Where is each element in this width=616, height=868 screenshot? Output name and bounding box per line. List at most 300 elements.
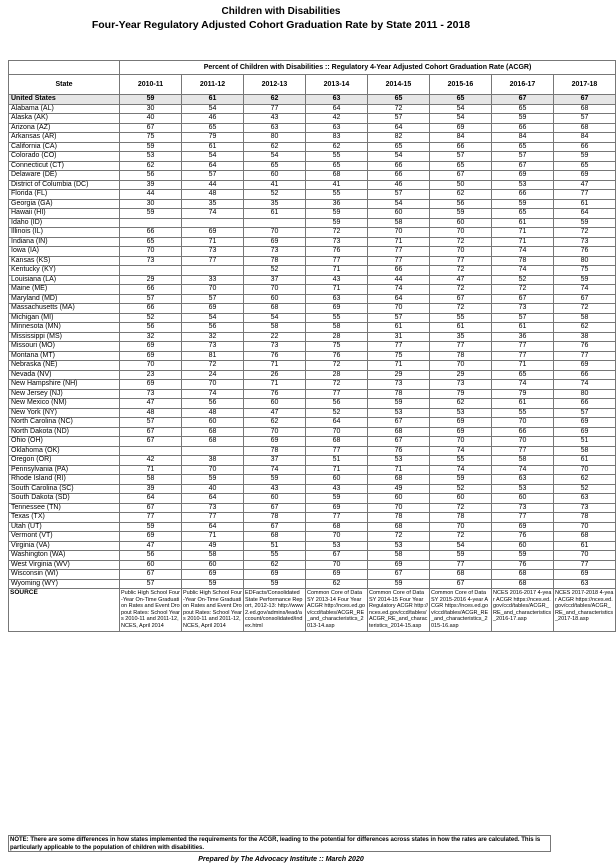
state-name-cell: Massachusetts (MA) [9,304,120,314]
rate-cell: 52 [120,313,182,323]
state-name-cell: Idaho (ID) [9,218,120,228]
table-row [9,427,616,437]
rate-cell: 69 [244,437,306,447]
rate-cell: 52 [554,484,616,494]
rate-cell: 73 [430,380,492,390]
rate-cell: 71 [492,237,554,247]
state-name-cell: Minnesota (MN) [9,323,120,333]
rate-cell: 64 [368,294,430,304]
rate-cell: 60 [120,560,182,570]
rate-cell: 57 [368,114,430,124]
rate-cell: 58 [368,551,430,561]
rate-cell: 77 [306,256,368,266]
state-name-cell: Missouri (MO) [9,342,120,352]
rate-cell: 69 [182,228,244,238]
rate-cell: 80 [244,133,306,143]
rate-cell: 66 [368,171,430,181]
rate-cell: 64 [368,123,430,133]
rate-cell: 69 [182,304,244,314]
table-row [9,266,616,276]
rate-cell: 53 [368,456,430,466]
rate-cell: 58 [306,323,368,333]
rate-cell: 70 [244,285,306,295]
rate-cell: 72 [306,361,368,371]
rate-cell: 70 [368,304,430,314]
table-row [9,294,616,304]
rate-cell: 44 [120,190,182,200]
rate-cell: 69 [182,570,244,580]
rate-cell: 54 [244,313,306,323]
state-name-cell: Pennsylvania (PA) [9,465,120,475]
rate-cell: 71 [182,237,244,247]
rate-cell: 69 [120,380,182,390]
rate-cell: 67 [430,579,492,589]
rate-cell: 65 [430,161,492,171]
state-name-cell: Arkansas (AR) [9,133,120,143]
rate-cell: 75 [120,133,182,143]
rate-cell: 74 [182,389,244,399]
table-row [9,389,616,399]
table-row [9,152,616,162]
source-citation: Public High School Four-Year On-Time Graduation Rates and Event Dropout Rates: School Years 2010-11 and 2011-12, NCES, April 2014 [120,589,182,632]
rate-cell: 66 [120,285,182,295]
table-row [9,465,616,475]
rate-cell: 48 [182,408,244,418]
rate-cell: 69 [492,522,554,532]
rate-cell: 53 [120,152,182,162]
state-name-cell: Maine (ME) [9,285,120,295]
rate-cell: 79 [182,133,244,143]
rate-cell: 59 [554,152,616,162]
rate-cell: 22 [244,332,306,342]
table-row [9,285,616,295]
rate-cell: 84 [430,133,492,143]
rate-cell: 72 [430,237,492,247]
rate-cell: 57 [554,408,616,418]
rate-cell: 69 [306,503,368,513]
rate-cell: 60 [430,494,492,504]
rate-cell: 77 [368,256,430,266]
rate-cell: 44 [368,275,430,285]
rate-cell: 58 [120,475,182,485]
rate-cell: 60 [182,418,244,428]
table-row [9,541,616,551]
rate-cell: 68 [306,522,368,532]
rate-cell: 57 [120,418,182,428]
table-row [9,418,616,428]
state-name-cell: New Hampshire (NH) [9,380,120,390]
rate-cell: 77 [492,351,554,361]
table-row [9,361,616,371]
table-row [9,456,616,466]
rate-cell: 59 [492,551,554,561]
rate-cell: 55 [306,152,368,162]
state-name-cell: West Virginia (WV) [9,560,120,570]
rate-cell: 76 [554,342,616,352]
rate-cell: 66 [492,190,554,200]
rate-cell [182,218,244,228]
rate-cell: 49 [182,541,244,551]
rate-cell: 55 [244,551,306,561]
rate-cell: 53 [368,408,430,418]
rate-cell: 59 [430,475,492,485]
rate-cell: 60 [244,494,306,504]
state-name-cell: Georgia (GA) [9,199,120,209]
rate-cell: 70 [554,551,616,561]
table-row [9,237,616,247]
state-name-cell: Alaska (AK) [9,114,120,124]
rate-cell: 59 [306,209,368,219]
rate-cell: 63 [306,123,368,133]
rate-cell: 47 [120,541,182,551]
rate-cell: 59 [430,551,492,561]
rate-cell: 77 [430,342,492,352]
rate-cell: 24 [182,370,244,380]
rate-cell: 56 [430,199,492,209]
rate-cell: 72 [430,532,492,542]
rate-cell: 78 [368,389,430,399]
rate-cell: 72 [554,304,616,314]
rate-cell: 49 [368,484,430,494]
rate-cell: 64 [306,104,368,114]
rate-cell: 60 [182,560,244,570]
rate-cell: 60 [244,399,306,409]
rate-cell: 47 [244,408,306,418]
rate-cell: 67 [492,95,554,105]
state-name-cell: Texas (TX) [9,513,120,523]
rate-cell: 57 [368,190,430,200]
rate-cell: 70 [554,465,616,475]
rate-cell [120,266,182,276]
rate-cell: 70 [368,228,430,238]
rate-cell: 23 [120,370,182,380]
rate-cell: 71 [244,380,306,390]
table-row [9,171,616,181]
rate-cell: 47 [430,275,492,285]
table-row [9,142,616,152]
source-citation: EDFacts/Consolidated State Performance Report, 2012-13: http://www2.ed.gov/admins/lead/account/consolidated/index.html [244,589,306,632]
rate-cell: 77 [430,560,492,570]
rate-cell: 70 [306,560,368,570]
rate-cell: 68 [368,522,430,532]
rate-cell: 76 [244,351,306,361]
rate-cell: 72 [368,532,430,542]
rate-cell: 67 [244,503,306,513]
rate-cell: 78 [368,513,430,523]
rate-cell: 36 [306,199,368,209]
state-name-cell: Louisiana (LA) [9,275,120,285]
rate-cell [182,446,244,456]
table-row [9,256,616,266]
rate-cell: 48 [182,190,244,200]
rate-cell: 60 [306,475,368,485]
table-row [9,494,616,504]
rate-cell: 67 [430,294,492,304]
rate-cell: 52 [244,190,306,200]
table-row [9,475,616,485]
rate-cell: 74 [182,209,244,219]
state-name-cell: California (CA) [9,142,120,152]
rate-cell: 73 [368,380,430,390]
table-row [9,570,616,580]
rate-cell: 62 [244,142,306,152]
rate-cell: 66 [492,123,554,133]
rate-cell: 77 [182,513,244,523]
rate-cell: 82 [368,133,430,143]
state-name-cell: United States [9,95,120,105]
source-citation: Common Core of Data SY 2014-15 Four Year Regulatory ACGR http://nces.ed.gov/ccd/tables/ACGR_RE_and_characteristics_2014-15.asp [368,589,430,632]
state-name-cell: District of Columbia (DC) [9,180,120,190]
rate-cell: 73 [182,342,244,352]
national-total-row [9,95,616,105]
rate-cell: 67 [120,427,182,437]
rate-cell: 35 [182,199,244,209]
rate-cell: 76 [554,247,616,257]
year-header: 2011-12 [182,75,244,95]
rate-cell: 68 [182,427,244,437]
rate-cell: 74 [430,446,492,456]
rate-cell [244,218,306,228]
table-row [9,437,616,447]
rate-cell: 83 [306,133,368,143]
state-name-cell: Indiana (IN) [9,237,120,247]
rate-cell: 67 [120,437,182,447]
rate-cell: 65 [492,104,554,114]
rate-cell: 58 [182,551,244,561]
rate-cell: 54 [368,199,430,209]
rate-cell: 68 [554,123,616,133]
rate-cell: 70 [120,361,182,371]
rate-cell: 51 [244,541,306,551]
rate-cell: 66 [368,266,430,276]
rate-cell: 69 [244,237,306,247]
rate-cell: 64 [120,494,182,504]
source-citation: NCES 2017-2018 4-year ACGR https://nces.ed.gov/ccd/tables/ACGR_RE_and_characteristics_2017-18.asp [554,589,616,632]
rate-cell: 37 [244,456,306,466]
rate-cell: 72 [306,228,368,238]
source-citation: Common Core of Data SY 2015-2016 4-year ACGR https://nces.ed.gov/ccd/tables/ACGR_RE_and_characteristics_2015-16.asp [430,589,492,632]
rate-cell: 59 [554,275,616,285]
rate-cell: 35 [430,332,492,342]
state-name-cell: Iowa (IA) [9,247,120,257]
rate-cell: 67 [368,437,430,447]
rate-cell: 69 [492,171,554,181]
state-name-cell: Montana (MT) [9,351,120,361]
state-name-cell: New Mexico (NM) [9,399,120,409]
rate-cell: 67 [492,161,554,171]
rate-cell: 77 [182,256,244,266]
rate-cell: 61 [244,209,306,219]
rate-cell: 73 [554,503,616,513]
rate-cell: 76 [492,560,554,570]
state-name-cell: Nebraska (NE) [9,361,120,371]
rate-cell: 70 [306,427,368,437]
rate-cell: 71 [306,266,368,276]
rate-cell: 76 [306,247,368,257]
rate-cell: 70 [430,228,492,238]
table-row [9,399,616,409]
state-name-cell: Kentucky (KY) [9,266,120,276]
state-name-cell: North Carolina (NC) [9,418,120,428]
rate-cell: 43 [244,484,306,494]
rate-cell: 63 [306,95,368,105]
table-row [9,161,616,171]
state-name-cell: North Dakota (ND) [9,427,120,437]
rate-cell: 53 [492,180,554,190]
rate-cell: 72 [368,104,430,114]
rate-cell: 70 [182,380,244,390]
rate-cell: 73 [120,256,182,266]
rate-cell: 77 [368,247,430,257]
source-row [9,589,616,632]
table-row [9,180,616,190]
rate-cell: 28 [306,332,368,342]
table-row [9,209,616,219]
state-name-cell: Wisconsin (WI) [9,570,120,580]
rate-cell: 46 [368,180,430,190]
rate-cell: 60 [368,209,430,219]
table-row [9,104,616,114]
rate-cell: 72 [554,228,616,238]
rate-cell: 78 [430,351,492,361]
state-name-cell: Utah (UT) [9,522,120,532]
rate-cell: 47 [120,399,182,409]
rate-cell: 84 [492,133,554,143]
rate-cell: 69 [120,342,182,352]
rate-cell: 63 [306,294,368,304]
rate-cell: 68 [244,532,306,542]
graduation-rate-table [8,60,616,632]
table-row [9,484,616,494]
rate-cell: 70 [430,361,492,371]
rate-cell: 59 [492,114,554,124]
document-subtitle: Four-Year Regulatory Adjusted Cohort Graduation Rate by State 2011 - 2018 [91,19,471,31]
table-row [9,551,616,561]
rate-cell: 29 [430,370,492,380]
rate-cell: 77 [554,351,616,361]
rate-cell [120,446,182,456]
state-name-cell: Rhode Island (RI) [9,475,120,485]
source-citation: Common Core of Data SY 2013-14 Four Year ACGR http://nces.ed.gov/ccd/tables/ACGR_RE_and_characteristics_2013-14.asp [306,589,368,632]
rate-cell: 64 [182,161,244,171]
rate-cell: 55 [430,313,492,323]
state-name-cell: Illinois (IL) [9,228,120,238]
rate-cell: 32 [182,332,244,342]
rate-cell: 62 [120,161,182,171]
rate-cell: 74 [554,380,616,390]
rate-cell: 69 [554,171,616,181]
table-row [9,190,616,200]
rate-cell: 60 [244,294,306,304]
state-name-cell: Virginia (VA) [9,541,120,551]
rate-cell: 63 [554,494,616,504]
rate-cell: 56 [182,323,244,333]
rate-cell: 68 [554,532,616,542]
rate-cell: 71 [368,465,430,475]
rate-cell: 59 [554,218,616,228]
rate-cell: 77 [492,446,554,456]
rate-cell: 80 [554,389,616,399]
rate-cell: 79 [492,389,554,399]
rate-cell: 57 [492,152,554,162]
state-name-cell: Hawaii (HI) [9,209,120,219]
rate-cell: 68 [368,427,430,437]
rate-cell: 57 [182,294,244,304]
group-header: Percent of Children with Disabilities :: Regulatory 4-Year Adjusted Cohort Graduation Rate (ACGR) [120,61,616,75]
rate-cell: 64 [182,494,244,504]
rate-cell: 59 [120,209,182,219]
table-row [9,332,616,342]
rate-cell: 69 [554,427,616,437]
rate-cell: 54 [244,152,306,162]
state-name-cell: Florida (FL) [9,190,120,200]
year-header: 2014-15 [368,75,430,95]
rate-cell: 67 [368,570,430,580]
rate-cell: 57 [120,579,182,589]
rate-cell: 61 [492,323,554,333]
rate-cell: 66 [120,228,182,238]
rate-cell: 69 [430,418,492,428]
rate-cell: 74 [430,465,492,475]
rate-cell: 54 [182,313,244,323]
rate-cell: 59 [430,209,492,219]
rate-cell: 52 [306,408,368,418]
rate-cell: 72 [430,304,492,314]
rate-cell: 53 [306,541,368,551]
rate-cell [182,266,244,276]
rate-cell: 56 [120,551,182,561]
rate-cell: 43 [244,114,306,124]
rate-cell: 59 [368,579,430,589]
rate-cell: 73 [492,503,554,513]
rate-cell: 54 [430,541,492,551]
rate-cell: 31 [368,332,430,342]
rate-cell: 66 [554,142,616,152]
source-citation: NCES 2016-2017 4-year ACGR https://nces.ed.gov/ccd/tables/ACGR_RE_and_characteristics_2016-17.asp [492,589,554,632]
rate-cell: 48 [120,408,182,418]
rate-cell: 69 [430,123,492,133]
rate-cell: 53 [368,541,430,551]
rate-cell: 65 [368,95,430,105]
rate-cell: 61 [182,95,244,105]
rate-cell: 63 [554,579,616,589]
document-title: Children with Disabilities [221,6,341,17]
state-name-cell: Vermont (VT) [9,532,120,542]
rate-cell: 32 [120,332,182,342]
rate-cell: 58 [554,313,616,323]
rate-cell: 68 [430,570,492,580]
rate-cell: 28 [306,370,368,380]
rate-cell: 53 [430,408,492,418]
rate-cell: 66 [120,304,182,314]
rate-cell: 67 [554,294,616,304]
rate-cell: 54 [430,104,492,114]
state-name-cell: Delaware (DE) [9,171,120,181]
rate-cell: 54 [368,152,430,162]
state-name-cell: Oregon (OR) [9,456,120,466]
rate-cell: 59 [306,494,368,504]
corner-cell [9,61,120,75]
rate-cell: 77 [306,389,368,399]
rate-cell: 71 [120,465,182,475]
rate-cell: 77 [120,513,182,523]
rate-cell: 60 [368,494,430,504]
rate-cell: 80 [554,256,616,266]
rate-cell: 57 [368,313,430,323]
rate-cell: 58 [492,456,554,466]
state-name-cell: Washington (WA) [9,551,120,561]
rate-cell: 59 [120,95,182,105]
